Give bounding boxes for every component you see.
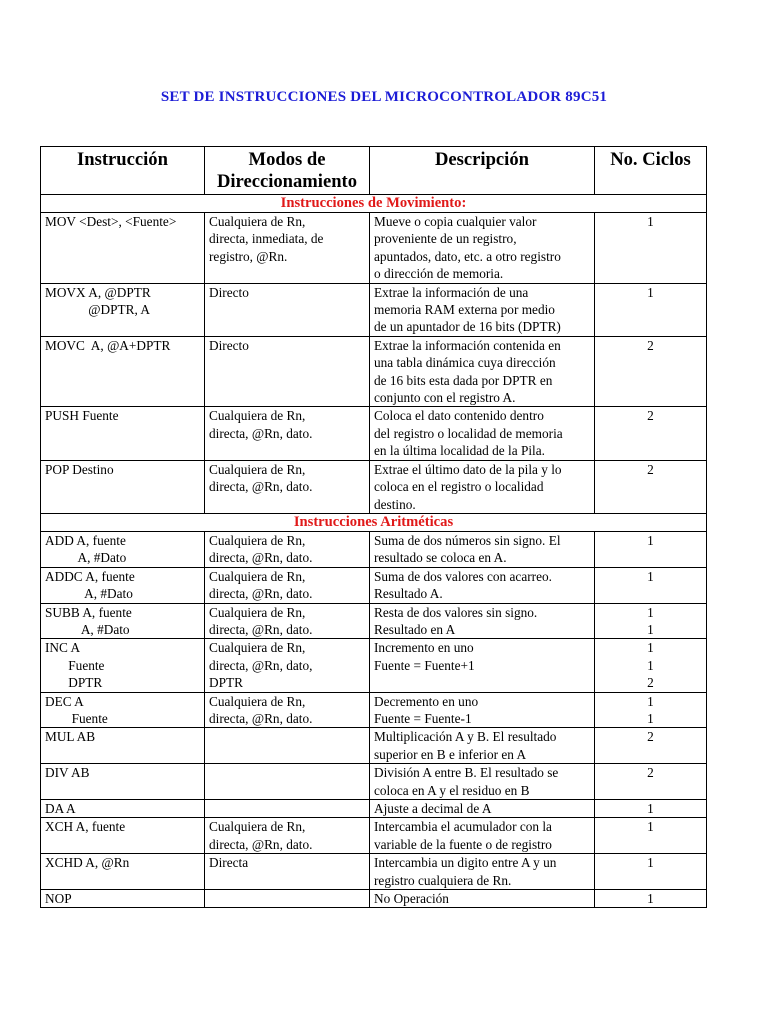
table-row: [41, 800, 707, 818]
description-cell-line: Resultado A.: [374, 586, 443, 602]
instruction-cell: [41, 567, 205, 603]
modes-cell-line: Cualquiera de Rn,: [209, 693, 306, 709]
description-cell-line: de un apuntador de 16 bits (DPTR): [374, 319, 561, 335]
instruction-cell: [41, 639, 205, 692]
modes-cell-line: directa, @Rn, dato.: [209, 479, 313, 495]
cycles-cell: [595, 800, 707, 818]
cycles-cell: [595, 603, 707, 639]
description-cell: [370, 283, 595, 336]
description-cell-line: Extrae el último dato de la pila y lo: [374, 461, 562, 477]
table-row: [41, 531, 707, 567]
description-cell: [370, 213, 595, 284]
instruction-cell: [41, 764, 205, 800]
instruction-cell: [41, 603, 205, 639]
description-cell-line: Resultado en A: [374, 621, 456, 637]
instruction-cell-line: POP Destino: [45, 461, 114, 477]
description-cell-line: o dirección de memoria.: [374, 266, 504, 282]
table-body: [41, 195, 707, 908]
description-cell-line: en la última localidad de la Pila.: [374, 443, 545, 459]
description-cell-line: Extrae la información contenida en: [374, 337, 561, 353]
table-row: [41, 460, 707, 513]
modes-cell: [205, 639, 370, 692]
description-cell: [370, 854, 595, 890]
cycles-cell: [595, 728, 707, 764]
table-row: [41, 818, 707, 854]
header-modos: [205, 147, 370, 195]
cycles-cell: [595, 692, 707, 728]
page-title: SET DE INSTRUCCIONES DEL MICROCONTROLADOR 89C51: [160, 89, 608, 105]
cycles-cell-line: 1: [647, 284, 654, 300]
description-cell-line: División A entre B. El resultado se: [374, 765, 559, 781]
modes-cell: [205, 283, 370, 336]
instruction-cell: [41, 890, 205, 908]
cycles-cell: [595, 531, 707, 567]
cycles-cell: [595, 764, 707, 800]
modes-cell: [205, 800, 370, 818]
description-cell-line: Intercambia un digito entre A y un: [374, 855, 557, 871]
instruction-cell: [41, 818, 205, 854]
cycles-cell-line: 2: [647, 408, 654, 424]
description-cell-line: Suma de dos valores con acarreo.: [374, 568, 552, 584]
modes-cell-line: Cualquiera de Rn,: [209, 819, 306, 835]
description-cell-line: una tabla dinámica cuya dirección: [374, 355, 556, 371]
modes-cell-line: directa, inmediata, de: [209, 231, 324, 247]
modes-cell: [205, 854, 370, 890]
modes-cell-line: registro, @Rn.: [209, 248, 288, 264]
modes-cell-line: Cualquiera de Rn,: [209, 568, 306, 584]
cycles-cell: [595, 283, 707, 336]
table-row: [41, 764, 707, 800]
instruction-cell-line: MOVC A, @A+DPTR: [45, 337, 171, 353]
description-cell-line: resultado se coloca en A.: [374, 550, 507, 566]
instruction-cell: [41, 336, 205, 407]
modes-cell-line: DPTR: [209, 675, 243, 691]
description-cell: [370, 692, 595, 728]
instruction-cell-line: MOVX A, @DPTR: [45, 284, 151, 300]
description-cell-line: superior en B e inferior en A: [374, 746, 527, 762]
cycles-cell-line: 2: [647, 765, 654, 781]
section-row-aritmeticas: [41, 513, 707, 531]
description-cell-line: Resta de dos valores sin signo.: [374, 604, 538, 620]
cycles-cell: [595, 460, 707, 513]
instruction-cell-line: A, #Dato: [45, 586, 133, 602]
instruction-cell-line: ADD A, fuente: [45, 532, 126, 548]
cycles-cell: [595, 818, 707, 854]
section-row-movimiento: [41, 195, 707, 213]
description-cell: [370, 764, 595, 800]
header-ciclos: No. Ciclos: [595, 147, 707, 195]
description-cell-line: Incremento en uno: [374, 640, 474, 656]
cycles-cell-line: 1: [647, 640, 654, 656]
cycles-cell-line: 2: [647, 675, 654, 691]
cycles-cell: [595, 890, 707, 908]
modes-cell: [205, 407, 370, 460]
description-cell-line: Multiplicación A y B. El resultado: [374, 729, 557, 745]
description-cell-line: destino.: [374, 496, 416, 512]
instruction-cell: [41, 460, 205, 513]
instruction-cell-line: INC A: [45, 640, 81, 656]
modes-cell-line: directa, @Rn, dato.: [209, 550, 313, 566]
section-title: Instrucciones de Movimiento:: [41, 195, 707, 213]
modes-cell-line: Cualquiera de Rn,: [209, 640, 306, 656]
modes-cell-line: Directo: [209, 284, 249, 300]
instruction-cell-line: A, #Dato: [45, 621, 130, 637]
cycles-cell-line: 1: [647, 710, 654, 726]
instruction-cell-line: MUL AB: [45, 729, 96, 745]
description-cell: [370, 603, 595, 639]
modes-cell: [205, 567, 370, 603]
description-cell: [370, 531, 595, 567]
section-title: Instrucciones Aritméticas: [41, 513, 707, 531]
cycles-cell: [595, 336, 707, 407]
instruction-cell: [41, 283, 205, 336]
modes-cell-line: directa, @Rn, dato.: [209, 836, 313, 852]
cycles-cell-line: 2: [647, 337, 654, 353]
instruction-cell-line: DIV AB: [45, 765, 90, 781]
modes-cell-line: Cualquiera de Rn,: [209, 532, 306, 548]
description-cell: [370, 460, 595, 513]
description-cell-line: Extrae la información de una: [374, 284, 529, 300]
table-row: [41, 692, 707, 728]
modes-cell: [205, 603, 370, 639]
modes-cell-line: directa, @Rn, dato.: [209, 586, 313, 602]
cycles-cell-line: 1: [647, 532, 654, 548]
description-cell: [370, 818, 595, 854]
cycles-cell-line: 1: [647, 604, 654, 620]
table-row: [41, 603, 707, 639]
description-cell-line: Ajuste a decimal de A: [374, 801, 492, 816]
modes-cell: [205, 728, 370, 764]
instruction-cell-line: Fuente: [45, 657, 105, 673]
modes-cell-line: Cualquiera de Rn,: [209, 214, 306, 229]
table-row: [41, 336, 707, 407]
instruction-cell-line: XCH A, fuente: [45, 819, 126, 835]
cycles-cell-line: 2: [647, 729, 654, 745]
cycles-cell-line: 1: [647, 214, 654, 229]
modes-cell: [205, 764, 370, 800]
instruction-table: [40, 146, 707, 908]
header-modos-line1: Modos de: [248, 149, 326, 170]
description-cell: [370, 336, 595, 407]
cycles-cell-line: 2: [647, 461, 654, 477]
description-cell-line: variable de la fuente o de registro: [374, 836, 552, 852]
instruction-cell-line: DA A: [45, 801, 76, 816]
description-cell-line: Coloca el dato contenido dentro: [374, 408, 544, 424]
modes-cell: [205, 692, 370, 728]
instruction-cell: [41, 531, 205, 567]
cycles-cell: [595, 854, 707, 890]
table-row: [41, 728, 707, 764]
modes-cell-line: Cualquiera de Rn,: [209, 408, 306, 424]
modes-cell-line: Directo: [209, 337, 249, 353]
description-cell: [370, 567, 595, 603]
instruction-cell: [41, 213, 205, 284]
description-cell-line: Suma de dos números sin signo. El: [374, 532, 561, 548]
instruction-cell-line: SUBB A, fuente: [45, 604, 132, 620]
instruction-cell-line: DPTR: [45, 675, 103, 691]
modes-cell-line: Cualquiera de Rn,: [209, 461, 306, 477]
description-cell: [370, 639, 595, 692]
header-descripcion: Descripción: [370, 147, 595, 195]
instruction-cell-line: MOV <Dest>, <Fuente>: [45, 214, 177, 229]
cycles-cell-line: 1: [647, 819, 654, 835]
instruction-cell-line: ADDC A, fuente: [45, 568, 135, 584]
cycles-cell: [595, 567, 707, 603]
instruction-cell-line: @DPTR, A: [45, 302, 150, 318]
cycles-cell-line: 1: [647, 891, 654, 907]
instruction-cell: [41, 854, 205, 890]
description-cell-line: de 16 bits esta dada por DPTR en: [374, 372, 553, 388]
instruction-cell-line: PUSH Fuente: [45, 408, 119, 424]
cycles-cell-line: 1: [647, 568, 654, 584]
table-row: [41, 854, 707, 890]
cycles-cell-line: 1: [647, 621, 654, 637]
description-cell-line: No Operación: [374, 891, 449, 907]
description-cell-line: Fuente = Fuente+1: [374, 657, 475, 673]
header-instruccion: Instrucción: [41, 147, 205, 195]
table-header-row: [41, 147, 707, 195]
instruction-cell-line: Fuente: [45, 710, 108, 726]
cycles-cell-line: 1: [647, 801, 654, 816]
table-row: [41, 567, 707, 603]
instruction-cell: [41, 692, 205, 728]
cycles-cell: [595, 407, 707, 460]
description-cell-line: Fuente = Fuente-1: [374, 710, 472, 726]
description-cell-line: apuntados, dato, etc. a otro registro: [374, 248, 561, 264]
modes-cell: [205, 890, 370, 908]
instruction-cell: [41, 728, 205, 764]
instruction-cell-line: DEC A: [45, 693, 84, 709]
cycles-cell: [595, 639, 707, 692]
cycles-cell-line: 1: [647, 855, 654, 871]
table-row: [41, 407, 707, 460]
description-cell-line: conjunto con el registro A.: [374, 390, 516, 406]
modes-cell: [205, 531, 370, 567]
description-cell: [370, 728, 595, 764]
table-row: [41, 639, 707, 692]
header-modos-line2: Direccionamiento: [216, 171, 358, 192]
description-cell-line: memoria RAM externa por medio: [374, 302, 555, 318]
modes-cell-line: Directa: [209, 855, 249, 871]
table-row: [41, 890, 707, 908]
cycles-cell-line: 1: [647, 693, 654, 709]
cycles-cell: [595, 213, 707, 284]
modes-cell: [205, 336, 370, 407]
instruction-cell-line: NOP: [45, 891, 72, 907]
description-cell: [370, 407, 595, 460]
modes-cell-line: directa, @Rn, dato,: [209, 657, 313, 673]
description-cell-line: registro cualquiera de Rn.: [374, 872, 512, 888]
modes-cell: [205, 460, 370, 513]
modes-cell-line: directa, @Rn, dato.: [209, 621, 313, 637]
description-cell-line: Decremento en uno: [374, 693, 479, 709]
description-cell-line: Mueve o copia cualquier valor: [374, 214, 537, 229]
description-cell: [370, 890, 595, 908]
instruction-cell-line: XCHD A, @Rn: [45, 855, 130, 871]
modes-cell-line: Cualquiera de Rn,: [209, 604, 306, 620]
cycles-cell-line: 1: [647, 657, 654, 673]
instruction-cell: [41, 407, 205, 460]
modes-cell-line: directa, @Rn, dato.: [209, 425, 313, 441]
instruction-cell-line: A, #Dato: [45, 550, 127, 566]
description-cell-line: coloca en el registro o localidad: [374, 479, 544, 495]
description-cell-line: del registro o localidad de memoria: [374, 425, 563, 441]
modes-cell-line: directa, @Rn, dato.: [209, 710, 313, 726]
description-cell: [370, 800, 595, 818]
table-row: [41, 213, 707, 284]
description-cell-line: Intercambia el acumulador con la: [374, 819, 552, 835]
table-row: [41, 283, 707, 336]
instruction-cell: [41, 800, 205, 818]
description-cell-line: coloca en A y el residuo en B: [374, 782, 530, 798]
description-cell-line: proveniente de un registro,: [374, 231, 517, 247]
modes-cell: [205, 213, 370, 284]
modes-cell: [205, 818, 370, 854]
